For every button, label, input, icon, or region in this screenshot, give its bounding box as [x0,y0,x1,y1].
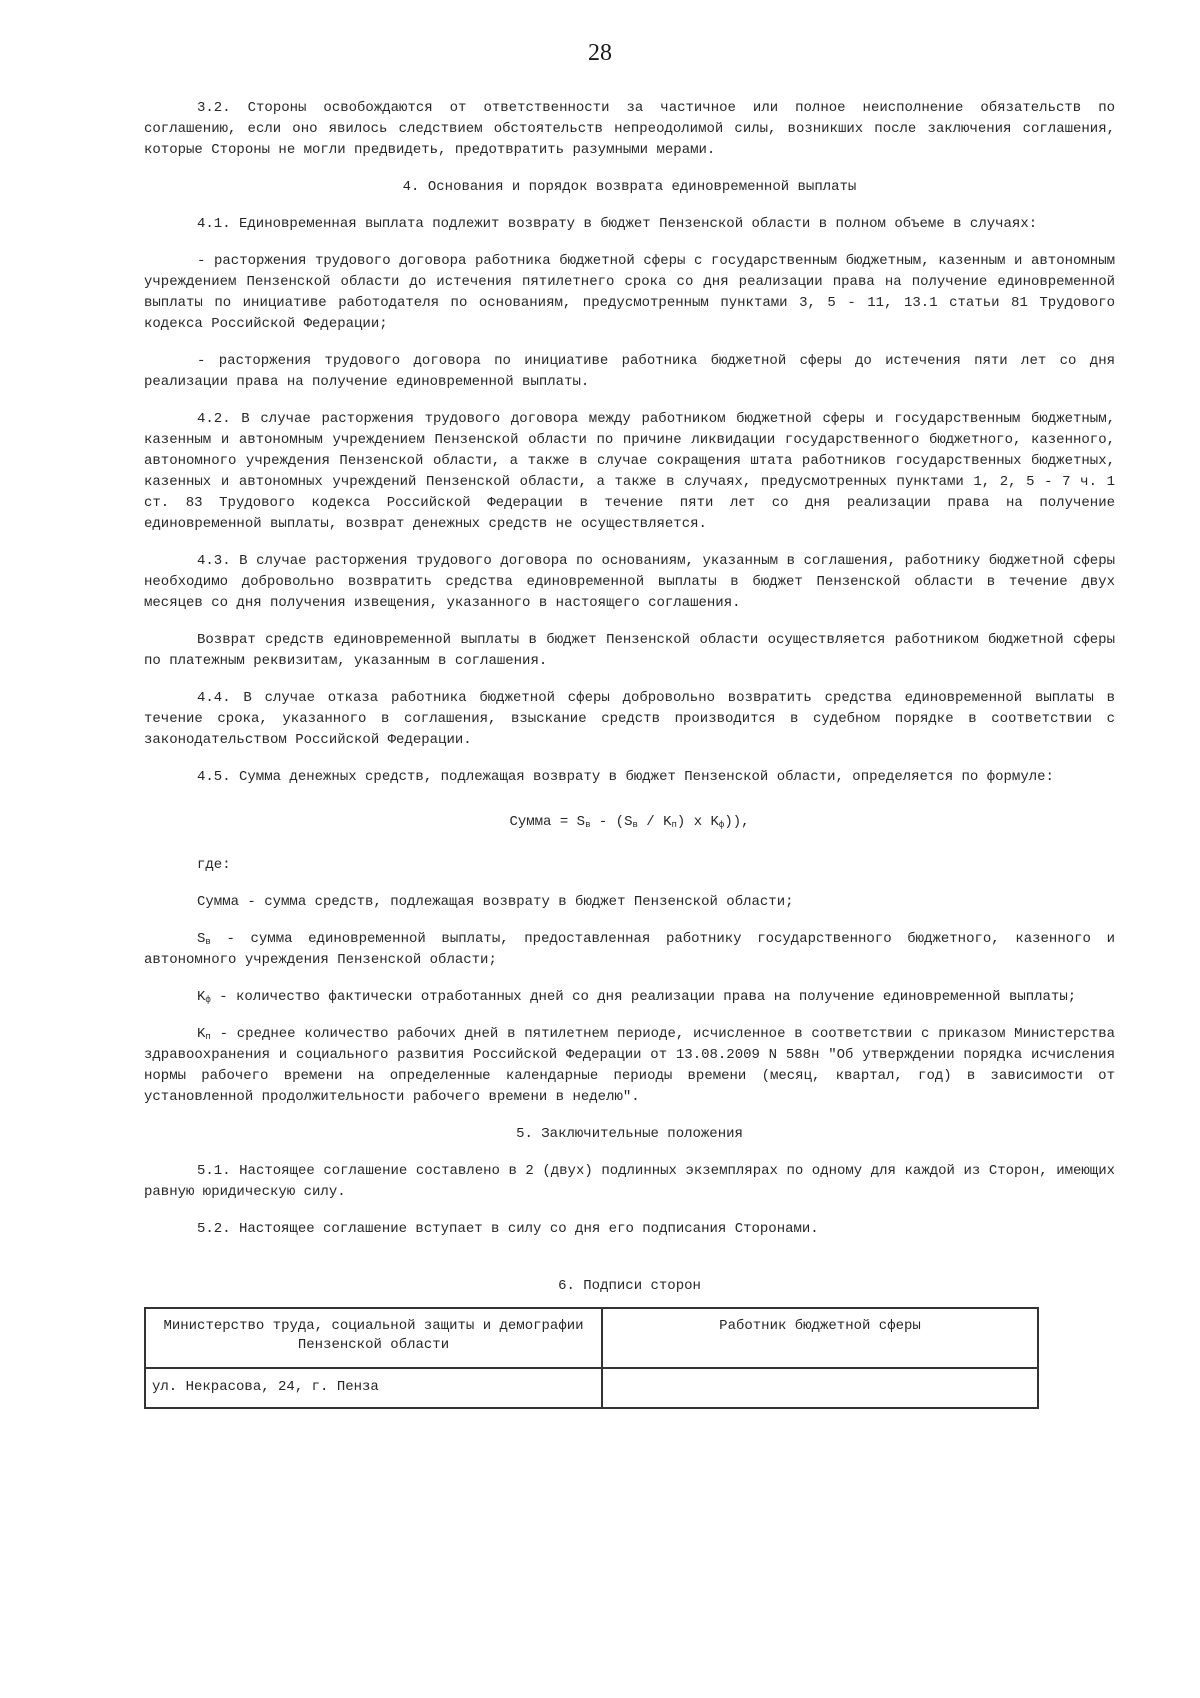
page-number: 28 [588,40,612,66]
symbol: K [197,989,206,1005]
table-row [145,1308,1038,1368]
where-label: где: [197,857,231,873]
table-cell-employee-address [602,1368,1038,1408]
paragraph-4-4: 4.4. В случае отказа работника бюджетной сферы добровольно возвратить средства единовременной выплаты в течение срока, указанного в соглашения, взыскание средств производится в судебном порядке в соответствии с законодательством Российской Федерации. [144,690,1115,748]
table-cell-employee-header: Работник бюджетной сферы [602,1308,1038,1368]
paragraph-4-3-return: Возврат средств единовременной выплаты в бюджет Пензенской области осуществляется работником бюджетной сферы по платежным реквизитам, указанным в соглашения. [144,632,1115,669]
definition-text: - среднее количество рабочих дней в пятилетнем периоде, исчисленное в соответствии с приказом Министерства здравоохранения и социального развития Российской Федерации от 13.08.2009 N 588н "Об утверждении порядка исчисления нормы рабочего времени на определенные календарные периоды времени (месяц, квартал, год) в зависимости от установленной продолжительности рабочего времени в неделю". [144,1026,1115,1105]
paragraph-4-2: 4.2. В случае расторжения трудового договора между работником бюджетной сферы и государственным бюджетным, казенным и автономным учреждением Пензенской области по причине ликвидации государственного бюджетного, казенного, автономного учреждения Пензенской области, а также в случае сокращения штата работников государственных бюджетных, казенных и автономных учреждений Пензенской области, а также в случаях, предусмотренных пунктами 1, 2, 5 - 7 ч. 1 ст. 83 Трудового кодекса Российской Федерации в течение пяти лет со дня реализации права на получение единовременной выплаты, возврат денежных средств не осуществляется. [144,411,1115,532]
definition-text: - количество фактически отработанных дней со дня реализации права на получение единовременной выплаты; [210,989,1077,1005]
definition-sum: Сумма - сумма средств, подлежащая возврату в бюджет Пензенской области; [197,894,794,910]
formula-subscript: в [585,820,591,830]
definition-text: - сумма единовременной выплаты, предоставленная работнику государственного бюджетного, казенного и автономного учреждения Пензенской области; [144,931,1115,968]
paragraph-4-5: 4.5. Сумма денежных средств, подлежащая возврату в бюджет Пензенской области, определяется по формуле: [197,769,1054,785]
paragraph-5-1: 5.1. Настоящее соглашение составлено в 2 (двух) подлинных экземплярах по одному для каждой из Сторон, имеющих равную юридическую силу. [144,1163,1115,1200]
definition-sv [144,929,1115,971]
section-heading-4: 4. Основания и порядок возврата единовременной выплаты [402,179,857,195]
definition-kf [144,987,1115,1008]
symbol-subscript: п [205,1032,211,1042]
paragraph-3-2: 3.2. Стороны освобождаются от ответственности за частичное или полное неисполнение обязательств по соглашению, если оно явилось следствием обстоятельств непреодолимой силы, возникших после заключения соглашения, которые Стороны не могли предвидеть, предотвратить разумными мерами. [144,100,1115,158]
formula-part: - (S [590,814,633,830]
formula [144,812,1115,833]
formula-subscript: ф [718,820,725,830]
formula-subscript: в [632,820,638,830]
table-cell-ministry-address: ул. Некрасова, 24, г. Пенза [145,1368,602,1408]
formula-part: )), [724,814,750,830]
formula-subscript: п [671,820,677,830]
section-heading-5: 5. Заключительные положения [516,1126,743,1142]
symbol: K [197,1026,206,1042]
definition-kp [144,1024,1115,1108]
paragraph-4-3: 4.3. В случае расторжения трудового договора по основаниям, указанным в соглашения, работнику бюджетной сферы необходимо добровольно возвратить средства единовременной выплаты в бюджет Пензенской области в течение двух месяцев со дня получения извещения, указанного в настоящего соглашения. [144,553,1115,611]
symbol-subscript: ф [205,995,211,1005]
formula-part: ) x K [676,814,719,830]
paragraph-4-1-item-2: - расторжения трудового договора по инициативе работника бюджетной сферы до истечения пяти лет со дня реализации права на получение единовременной выплаты. [144,353,1115,390]
formula-part: / K [637,814,672,830]
formula-part: Сумма = S [509,814,586,830]
signatures-table [144,1307,1039,1409]
symbol-subscript: в [205,937,211,947]
symbol: S [197,931,206,947]
paragraph-5-2: 5.2. Настоящее соглашение вступает в силу со дня его подписания Сторонами. [197,1221,819,1237]
table-row [145,1368,1038,1408]
paragraph-4-1-item-1: - расторжения трудового договора работника бюджетной сферы с государственным бюджетным, казенным и автономным учреждением Пензенской области до истечения пятилетнего срока со дня реализации права на получение единовременной выплаты по инициативе работодателя по основаниям, предусмотренным пунктами 3, 5 - 11, 13.1 статьи 81 Трудового кодекса Российской Федерации; [144,253,1115,332]
section-heading-6: 6. Подписи сторон [558,1278,701,1294]
document-body [144,98,1115,1409]
table-cell-ministry-header: Министерство труда, социальной защиты и демографии Пензенской области [145,1308,602,1368]
paragraph-4-1: 4.1. Единовременная выплата подлежит возврату в бюджет Пензенской области в полном объеме в случаях: [197,216,1038,232]
